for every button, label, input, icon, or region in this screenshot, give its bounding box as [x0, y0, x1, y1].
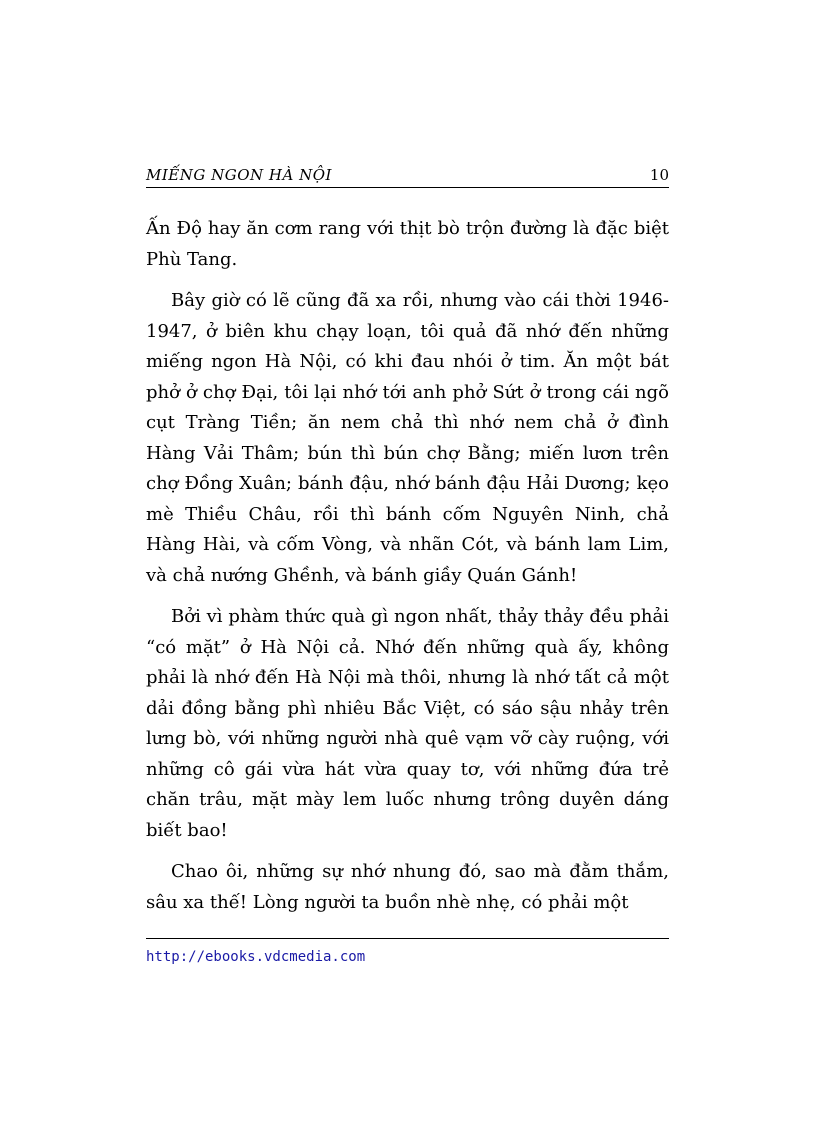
paragraph-4: Chao ôi, những sự nhớ nhung đó, sao mà đằm thắm, sâu xa thế! Lòng người ta buồn nhè nhẹ, có phải một: [146, 861, 669, 913]
footer-divider: [146, 938, 669, 939]
running-header: [146, 163, 669, 188]
header-title: MIẾNG NGON HÀ NỘI: [146, 166, 332, 184]
body-text: [146, 214, 669, 929]
footer-link[interactable]: http://ebooks.vdcmedia.com: [146, 949, 366, 965]
paragraph-3: Bởi vì phàm thức quà gì ngon nhất, thảy thảy đều phải “có mặt” ở Hà Nội cả. Nhớ đến những quà ấy, không phải là nhớ đến Hà Nội mà thôi, nhưng là nhớ tất cả một dải đồng bằng phì nhiêu Bắc Việt, có sáo sậu nhảy trên lưng bò, với những người nhà quê vạm vỡ cày ruộng, với những cô gái vừa hát vừa quay tơ, với những đứa trẻ chăn trâu, mặt mày lem luốc nhưng trông duyên dáng biết bao!: [146, 606, 669, 841]
paragraph-2: Bây giờ có lẽ cũng đã xa rồi, nhưng vào cái thời 1946-1947, ở biên khu chạy loạn, tôi quả đã nhớ đến những miếng ngon Hà Nội, có khi đau nhói ở tim. Ăn một bát phở ở chợ Đại, tôi lại nhớ tới anh phở Sứt ở trong cái ngõ cụt Tràng Tiền; ăn nem chả thì nhớ nem chả ở đình Hàng Vải Thâm; bún thì bún chợ Bằng; miến lươn trên chợ Đồng Xuân; bánh đậu, nhớ bánh đậu Hải Dương; kẹo mè Thiều Châu, rồi thì bánh cốm Nguyên Ninh, chả Hàng Hài, và cốm Vòng, và nhãn Cót, và bánh lam Lim, và chả nướng Ghềnh, và bánh giầy Quán Gánh!: [146, 290, 669, 586]
page-number: 10: [649, 166, 669, 184]
paragraph-1: Ấn Độ hay ăn cơm rang với thịt bò trộn đường là đặc biệt Phù Tang.: [146, 218, 669, 270]
